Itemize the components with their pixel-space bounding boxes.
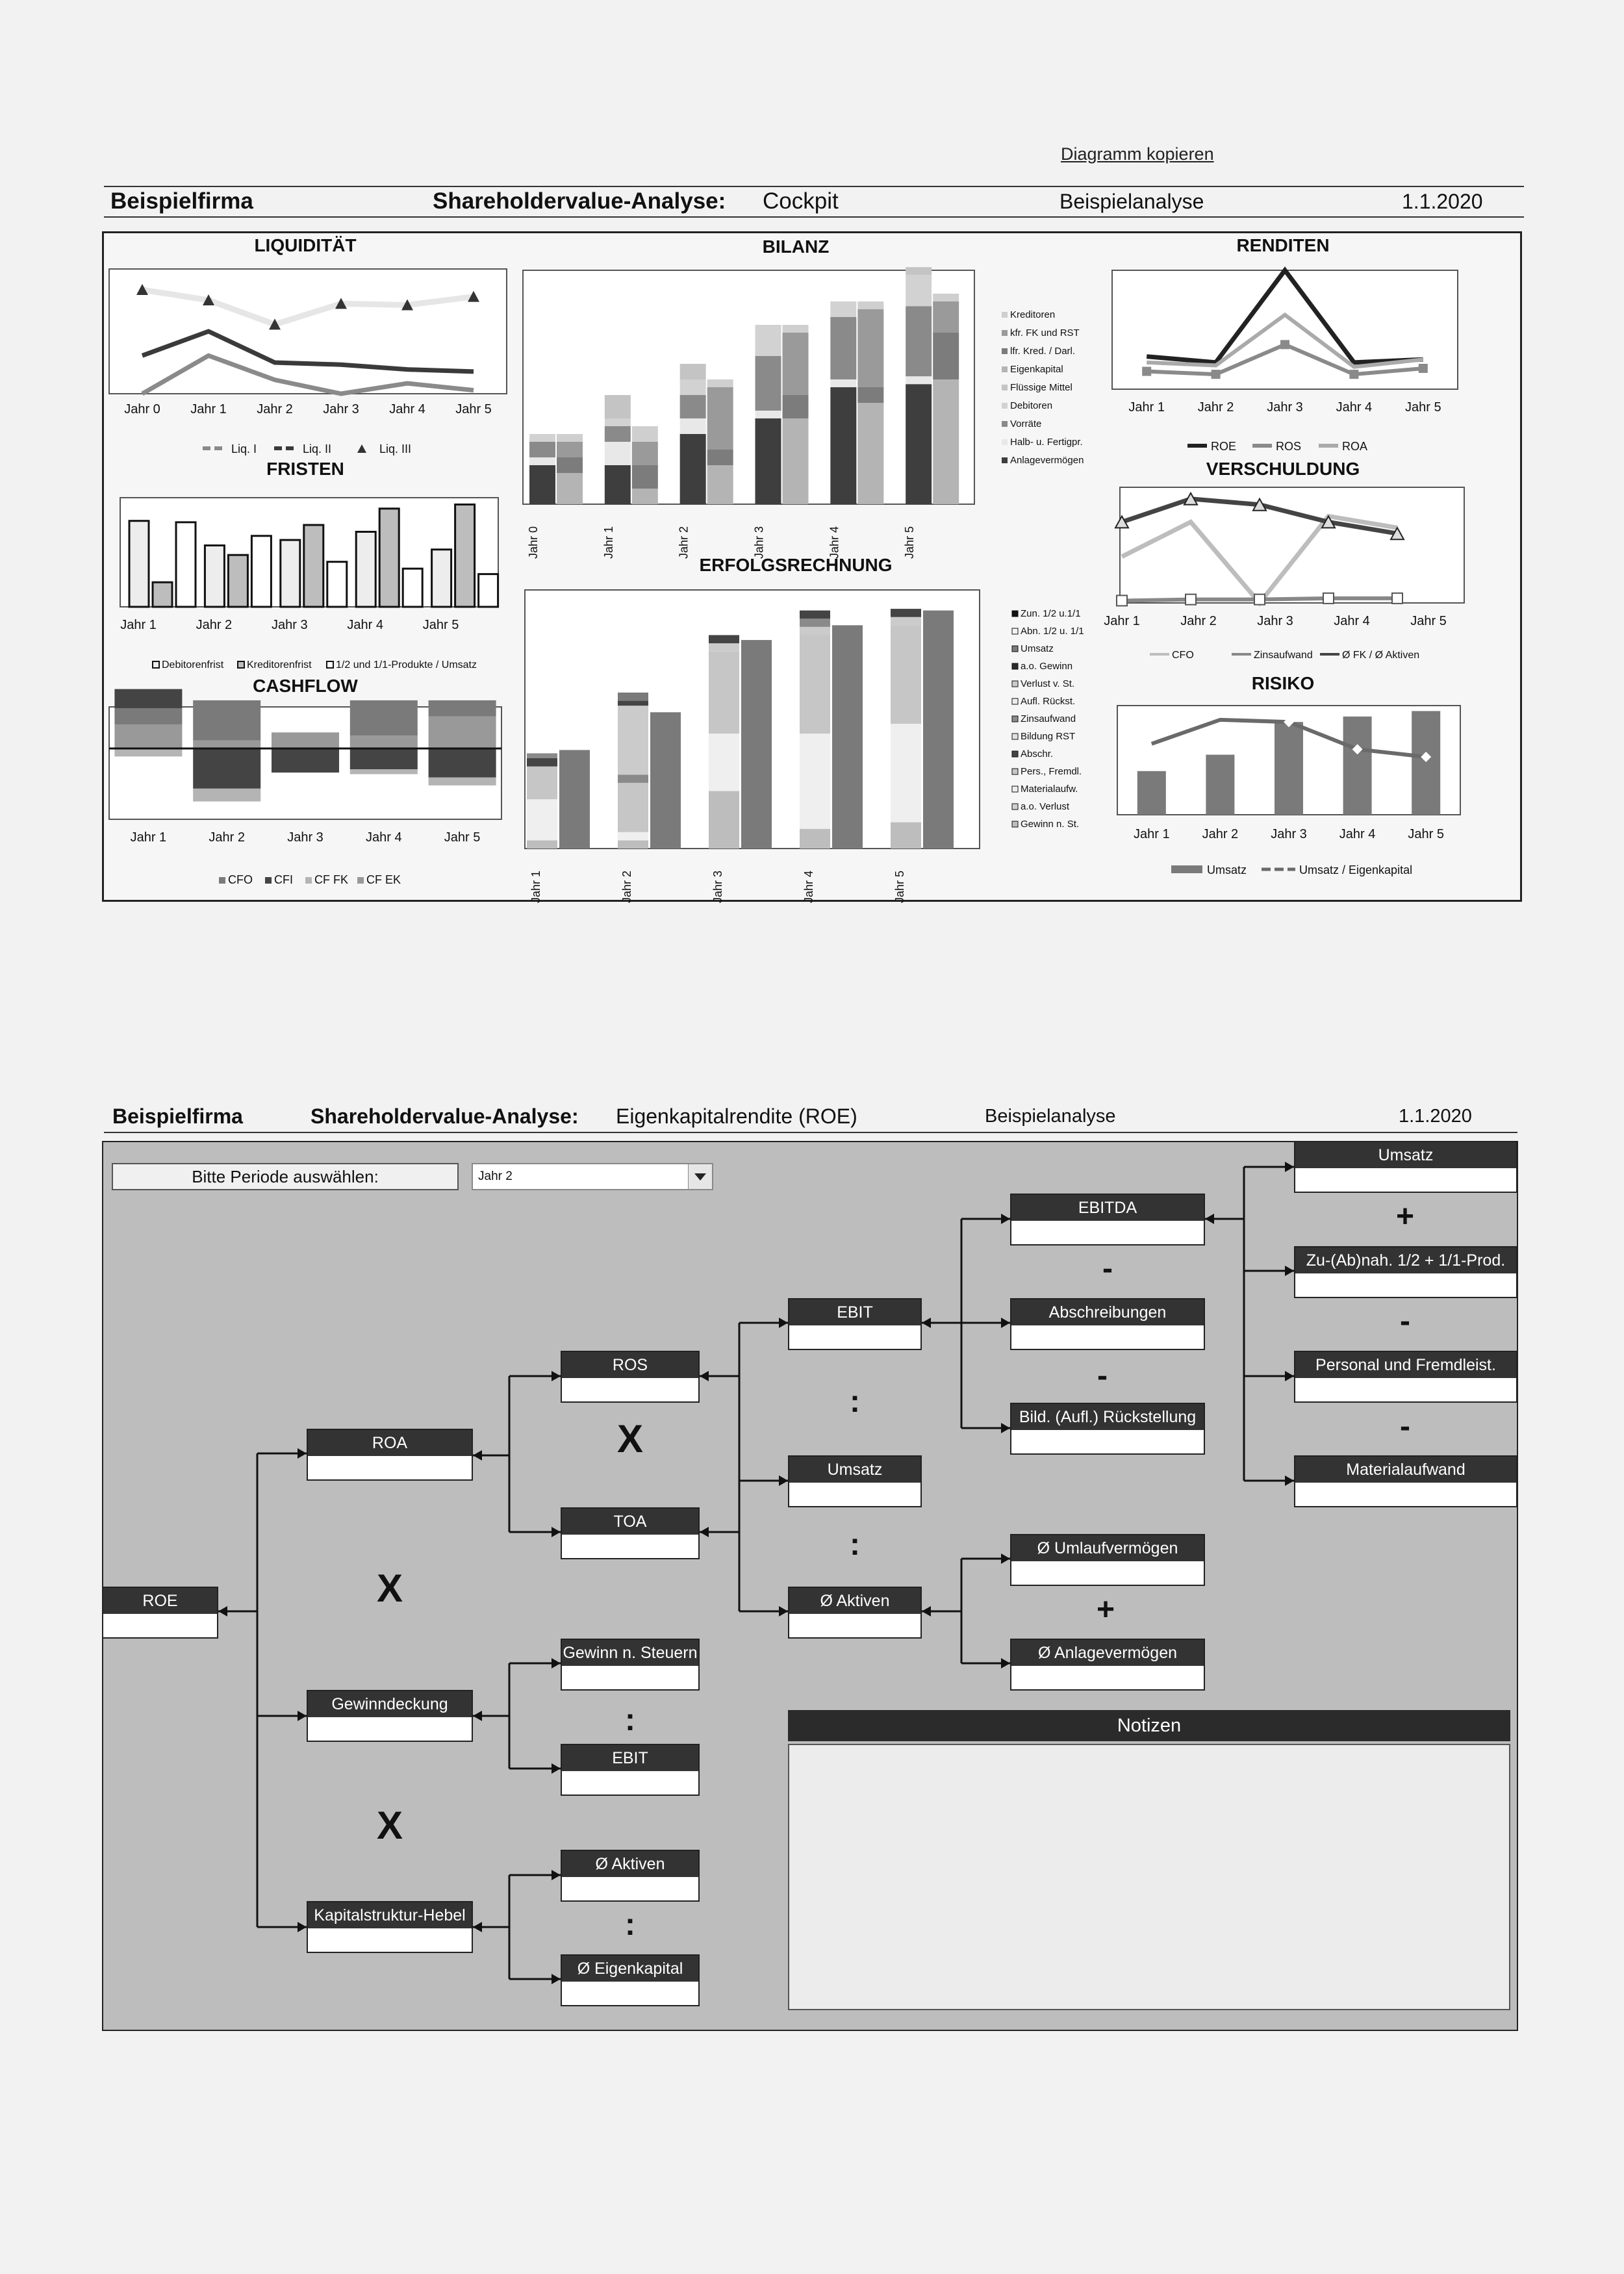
notes-header xyxy=(788,1710,1510,1741)
cashflow-tick-3: Jahr 4 xyxy=(366,830,402,845)
erfolg-legend-label-11: a.o. Verlust xyxy=(1021,801,1070,812)
node-gewinndeckung-label: Gewinndeckung xyxy=(308,1691,472,1717)
node-kapitalstruktur-label: Kapitalstruktur-Hebel xyxy=(308,1902,472,1928)
date-label: 1.1.2020 xyxy=(1402,190,1483,213)
node-ebitda-label: EBITDA xyxy=(1011,1195,1204,1221)
conn-ebit-arrow-child-1 xyxy=(1001,1318,1010,1328)
roe-date-label: 1.1.2020 xyxy=(1399,1106,1472,1127)
node-gewinndeckung-value xyxy=(308,1717,472,1741)
node-umlaufvermoegen[interactable] xyxy=(1010,1534,1205,1586)
bilanz-tick-4: Jahr 4 xyxy=(828,526,841,559)
op-minus-4: - xyxy=(1400,1409,1410,1444)
node-ebit-label: EBIT xyxy=(789,1299,920,1325)
risiko-title: RISIKO xyxy=(1251,673,1315,693)
conn-gd-arrow-parent xyxy=(473,1711,482,1721)
erfolg-tick-1: Jahr 2 xyxy=(620,871,633,904)
notes-title: Notizen xyxy=(1117,1715,1182,1736)
bilanz-legend-label-3: Eigenkapital xyxy=(1010,364,1063,375)
liquiditaet-legend-label-1: Liq. II xyxy=(303,442,332,455)
conn-ebit-arrow-parent xyxy=(922,1318,931,1328)
renditen-legend-label-1: ROS xyxy=(1276,440,1302,453)
node-ebit-gd-value xyxy=(562,1771,698,1795)
node-kapitalstruktur-value xyxy=(308,1928,472,1952)
node-roe-label: ROE xyxy=(103,1588,217,1614)
risiko-tick-4: Jahr 5 xyxy=(1408,827,1444,841)
conn-toa-arrow-parent xyxy=(700,1527,709,1537)
liquiditaet-legend-label-0: Liq. I xyxy=(231,442,257,455)
verschuldung-legend-label-0: CFO xyxy=(1172,650,1194,661)
cashflow-legend-label-1: CFI xyxy=(274,873,293,886)
op-mult-1: X xyxy=(376,1566,403,1610)
conn-ros-arrow-parent xyxy=(700,1371,709,1381)
conn-aktiven-arrow-child-1 xyxy=(1001,1658,1010,1668)
verschuldung-tick-0: Jahr 1 xyxy=(1104,614,1140,628)
conn-roa-arrow-child-1 xyxy=(552,1527,561,1537)
node-gewinn-n-steuern-label: Gewinn n. Steuern xyxy=(562,1640,698,1666)
node-ebit-gd[interactable] xyxy=(561,1744,700,1796)
liquiditaet-tick-0: Jahr 0 xyxy=(124,402,160,416)
erfolg-legend-label-0: Zun. 1/2 u.1/1 xyxy=(1021,608,1081,619)
analysis-label: Shareholdervalue-Analyse: xyxy=(433,188,726,214)
renditen-tick-0: Jahr 1 xyxy=(1128,400,1165,415)
node-anlagevermoegen[interactable] xyxy=(1010,1639,1205,1691)
node-eigenkapital-label: Ø Eigenkapital xyxy=(562,1956,698,1982)
node-umlaufvermoegen-value xyxy=(1011,1561,1204,1585)
op-plus-2: + xyxy=(1395,1199,1415,1234)
conn-ks-arrow-parent xyxy=(473,1922,482,1932)
fristen-tick-0: Jahr 1 xyxy=(120,618,157,632)
renditen-tick-1: Jahr 2 xyxy=(1197,400,1234,415)
conn-toa-arrow-child-0 xyxy=(779,1476,788,1486)
cashflow-title: CASHFLOW xyxy=(253,676,358,696)
conn-roa-arrow-child-0 xyxy=(552,1371,561,1381)
node-ebitda[interactable] xyxy=(1010,1194,1205,1246)
node-personal-label: Personal und Fremdleist. xyxy=(1295,1352,1516,1378)
node-ebit-value xyxy=(789,1325,920,1349)
node-abschreibungen-value xyxy=(1011,1325,1204,1349)
erfolg-legend-label-1: Abn. 1/2 u. 1/1 xyxy=(1021,626,1084,637)
renditen-title: RENDITEN xyxy=(1236,235,1330,255)
verschuldung-legend-label-1: Zinsaufwand xyxy=(1254,650,1313,661)
node-umsatz-mid-value xyxy=(789,1483,920,1506)
erfolg-legend-label-4: Verlust v. St. xyxy=(1021,678,1075,689)
node-material-label: Materialaufwand xyxy=(1295,1457,1516,1483)
erfolg-legend-label-6: Zinsaufwand xyxy=(1021,713,1076,724)
verschuldung-tick-1: Jahr 2 xyxy=(1180,614,1217,628)
erfolg-tick-3: Jahr 4 xyxy=(802,871,815,904)
node-abschreibungen[interactable] xyxy=(1010,1298,1205,1350)
node-umlaufvermoegen-label: Ø Umlaufvermögen xyxy=(1011,1535,1204,1561)
node-umsatz-mid-label: Umsatz xyxy=(789,1457,920,1483)
node-umsatz-label: Umsatz xyxy=(1295,1142,1516,1168)
erfolg-legend-label-10: Materialaufw. xyxy=(1021,784,1078,795)
node-abschreibungen-label: Abschreibungen xyxy=(1011,1299,1204,1325)
node-gewinn-n-steuern-value xyxy=(562,1666,698,1689)
node-gewinndeckung[interactable] xyxy=(307,1690,473,1742)
bilanz-legend-label-4: Flüssige Mittel xyxy=(1010,382,1072,393)
renditen-tick-2: Jahr 3 xyxy=(1267,400,1303,415)
bilanz-legend-label-2: lfr. Kred. / Darl. xyxy=(1010,346,1076,357)
node-toa-value xyxy=(562,1535,698,1558)
risiko-legend-label-0: Umsatz xyxy=(1207,863,1247,876)
node-zunahme[interactable] xyxy=(1294,1246,1517,1298)
node-material-value xyxy=(1295,1483,1516,1506)
conn-aktiven-arrow-parent xyxy=(922,1606,931,1616)
liquiditaet-tick-1: Jahr 1 xyxy=(190,402,227,416)
conn-roe-arrow-child-1 xyxy=(298,1711,307,1721)
verschuldung-tick-4: Jahr 5 xyxy=(1410,614,1447,628)
conn-ks-arrow-child-0 xyxy=(552,1870,561,1880)
risiko-tick-0: Jahr 1 xyxy=(1134,827,1170,841)
node-anlagevermoegen-value xyxy=(1011,1666,1204,1689)
node-toa[interactable] xyxy=(561,1507,700,1559)
conn-gd-arrow-child-1 xyxy=(552,1763,561,1774)
erfolg-tick-0: Jahr 1 xyxy=(529,871,542,904)
node-anlagevermoegen-label: Ø Anlagevermögen xyxy=(1011,1640,1204,1666)
node-roa[interactable] xyxy=(307,1429,473,1481)
fristen-tick-4: Jahr 5 xyxy=(422,618,459,632)
bilanz-legend-label-6: Vorräte xyxy=(1010,418,1042,429)
erfolg-legend-label-12: Gewinn n. St. xyxy=(1021,819,1080,830)
bilanz-tick-3: Jahr 3 xyxy=(752,526,766,559)
period-label: Bitte Periode auswählen: xyxy=(192,1167,379,1186)
conn-ebit-arrow-child-2 xyxy=(1001,1423,1010,1433)
period-select-value: Jahr 2 xyxy=(478,1169,513,1183)
conn-ebit-arrow-child-0 xyxy=(1001,1214,1010,1224)
cashflow-legend-label-0: CFO xyxy=(228,873,253,886)
node-roa-value xyxy=(308,1456,472,1479)
node-toa-label: TOA xyxy=(562,1509,698,1535)
node-aktiven-mid-value xyxy=(789,1614,920,1637)
node-ros-value xyxy=(562,1378,698,1401)
fristen-tick-2: Jahr 3 xyxy=(272,618,308,632)
node-rueckstellung-label: Bild. (Aufl.) Rückstellung xyxy=(1011,1404,1204,1430)
liquiditaet-legend-label-2: Liq. III xyxy=(379,442,412,455)
node-aktiven-mid[interactable] xyxy=(788,1587,922,1639)
liquiditaet-tick-2: Jahr 2 xyxy=(257,402,293,416)
bilanz-legend-label-1: kfr. FK und RST xyxy=(1010,327,1080,339)
roe-analysis-label: Shareholdervalue-Analyse: xyxy=(311,1105,579,1128)
node-aktiven-mid-label: Ø Aktiven xyxy=(789,1588,920,1614)
node-aktiven-ks[interactable] xyxy=(561,1850,700,1902)
node-rueckstellung[interactable] xyxy=(1010,1403,1205,1455)
bilanz-tick-2: Jahr 2 xyxy=(677,526,691,559)
bilanz-tick-0: Jahr 0 xyxy=(527,526,540,559)
conn-ebitda-arrow-parent xyxy=(1205,1214,1214,1224)
erfolg-tick-2: Jahr 3 xyxy=(711,871,724,904)
node-umsatz[interactable] xyxy=(1294,1141,1517,1193)
erfolgsrechnung-title: ERFOLGSRECHNUNG xyxy=(699,555,893,575)
renditen-legend-label-2: ROA xyxy=(1342,440,1368,453)
conn-roe-arrow-parent xyxy=(218,1606,227,1616)
op-mult-3: X xyxy=(616,1417,644,1461)
erfolg-legend-label-7: Bildung RST xyxy=(1021,731,1076,742)
erfolg-tick-4: Jahr 5 xyxy=(893,871,906,904)
erfolg-legend-label-5: Aufl. Rückst. xyxy=(1021,696,1076,707)
view-title: Cockpit xyxy=(763,188,839,214)
node-rueckstellung-value xyxy=(1011,1430,1204,1453)
node-ros[interactable] xyxy=(561,1351,700,1403)
node-gewinn-n-steuern[interactable] xyxy=(561,1639,700,1691)
scenario-label: Beispielanalyse xyxy=(1059,190,1204,213)
node-kapitalstruktur[interactable] xyxy=(307,1901,473,1953)
node-eigenkapital[interactable] xyxy=(561,1954,700,2006)
conn-roe-arrow-child-0 xyxy=(298,1448,307,1459)
verschuldung-legend-label-2: Ø FK / Ø Aktiven xyxy=(1342,650,1420,661)
risiko-tick-2: Jahr 3 xyxy=(1271,827,1307,841)
fristen-title: FRISTEN xyxy=(266,459,344,479)
erfolg-legend-label-3: a.o. Gewinn xyxy=(1021,661,1073,672)
node-roe[interactable] xyxy=(102,1587,218,1639)
notes-textarea[interactable] xyxy=(788,1744,1510,2010)
bilanz-legend-label-5: Debitoren xyxy=(1010,400,1053,411)
verschuldung-title: VERSCHULDUNG xyxy=(1206,459,1360,479)
cashflow-tick-2: Jahr 3 xyxy=(287,830,324,845)
risiko-legend-label-1: Umsatz / Eigenkapital xyxy=(1299,863,1413,876)
op-minus-3: - xyxy=(1400,1304,1410,1338)
bilanz-legend-label-0: Kreditoren xyxy=(1010,309,1056,320)
node-personal-value xyxy=(1295,1378,1516,1401)
conn-gd-arrow-child-0 xyxy=(552,1658,561,1668)
verschuldung-tick-3: Jahr 4 xyxy=(1334,614,1370,628)
node-material[interactable] xyxy=(1294,1455,1517,1507)
conn-ros-arrow-child-0 xyxy=(779,1318,788,1328)
fristen-legend-label-2: 1/2 und 1/1-Produkte / Umsatz xyxy=(336,659,477,671)
op-minus-2: - xyxy=(1097,1359,1108,1393)
fristen-tick-3: Jahr 4 xyxy=(347,618,383,632)
conn-toa-arrow-child-1 xyxy=(779,1606,788,1616)
bilanz-legend-label-8: Anlagevermögen xyxy=(1010,455,1084,466)
liquiditaet-tick-4: Jahr 4 xyxy=(389,402,425,416)
node-ebitda-value xyxy=(1011,1221,1204,1244)
bilanz-title: BILANZ xyxy=(762,236,830,257)
cashflow-tick-4: Jahr 5 xyxy=(444,830,481,845)
fristen-legend-label-1: Kreditorenfrist xyxy=(247,659,312,671)
roe-company-name: Beispielfirma xyxy=(112,1105,243,1128)
conn-roa-arrow-parent xyxy=(473,1450,482,1461)
conn-ebitda-arrow-child-0 xyxy=(1285,1162,1294,1172)
op-plus-1: + xyxy=(1096,1592,1115,1627)
copy-chart-link[interactable]: Diagramm kopieren xyxy=(1061,144,1214,164)
node-ebit-gd-label: EBIT xyxy=(562,1745,698,1771)
conn-ebitda-arrow-child-1 xyxy=(1285,1266,1294,1276)
node-umsatz-value xyxy=(1295,1168,1516,1192)
roe-view-title: Eigenkapitalrendite (ROE) xyxy=(616,1105,857,1128)
conn-aktiven-arrow-child-0 xyxy=(1001,1553,1010,1564)
verschuldung-tick-2: Jahr 3 xyxy=(1257,614,1293,628)
conn-ebitda-arrow-child-2 xyxy=(1285,1371,1294,1381)
cashflow-tick-0: Jahr 1 xyxy=(130,830,167,845)
node-zunahme-value xyxy=(1295,1273,1516,1297)
node-aktiven-ks-value xyxy=(562,1877,698,1900)
node-eigenkapital-value xyxy=(562,1982,698,2005)
conn-ks-arrow-child-1 xyxy=(552,1974,561,1984)
node-umsatz-mid[interactable] xyxy=(788,1455,922,1507)
renditen-tick-3: Jahr 4 xyxy=(1336,400,1373,415)
bilanz-tick-5: Jahr 5 xyxy=(903,526,917,559)
erfolg-legend-label-8: Abschr. xyxy=(1021,748,1054,760)
node-roa-label: ROA xyxy=(308,1430,472,1456)
fristen-tick-1: Jahr 2 xyxy=(196,618,233,632)
risiko-tick-1: Jahr 2 xyxy=(1202,827,1239,841)
op-div-2: : xyxy=(625,1908,635,1942)
op-mult-2: X xyxy=(376,1804,403,1847)
conn-ebitda-arrow-child-3 xyxy=(1285,1476,1294,1486)
node-ros-label: ROS xyxy=(562,1352,698,1378)
conn-roe-arrow-child-2 xyxy=(298,1922,307,1932)
op-div-1: : xyxy=(625,1703,635,1737)
node-roe-value xyxy=(103,1614,217,1637)
erfolg-legend-label-9: Pers., Fremdl. xyxy=(1021,766,1082,777)
fristen-legend-label-0: Debitorenfrist xyxy=(162,659,224,671)
cashflow-legend-label-2: CF FK xyxy=(314,873,348,886)
node-aktiven-ks-label: Ø Aktiven xyxy=(562,1851,698,1877)
liquiditaet-tick-3: Jahr 3 xyxy=(323,402,359,416)
bilanz-tick-1: Jahr 1 xyxy=(602,526,615,559)
liquiditaet-title: LIQUIDITÄT xyxy=(254,235,357,255)
bilanz-legend-label-7: Halb- u. Fertigpr. xyxy=(1010,437,1083,448)
roe-scenario-label: Beispielanalyse xyxy=(985,1106,1116,1127)
op-div-3: : xyxy=(850,1385,860,1419)
renditen-tick-4: Jahr 5 xyxy=(1405,400,1441,415)
node-personal[interactable] xyxy=(1294,1351,1517,1403)
company-name: Beispielfirma xyxy=(110,188,253,214)
node-zunahme-label: Zu-(Ab)nah. 1/2 + 1/1-Prod. xyxy=(1295,1247,1516,1273)
renditen-legend-label-0: ROE xyxy=(1211,440,1237,453)
liquiditaet-tick-5: Jahr 5 xyxy=(455,402,492,416)
erfolg-legend-label-2: Umsatz xyxy=(1021,643,1054,654)
risiko-tick-3: Jahr 4 xyxy=(1339,827,1376,841)
node-ebit[interactable] xyxy=(788,1298,922,1350)
cashflow-legend-label-3: CF EK xyxy=(366,873,401,886)
cashflow-tick-1: Jahr 2 xyxy=(209,830,245,845)
op-div-4: : xyxy=(850,1527,860,1562)
op-minus-1: - xyxy=(1102,1251,1113,1286)
